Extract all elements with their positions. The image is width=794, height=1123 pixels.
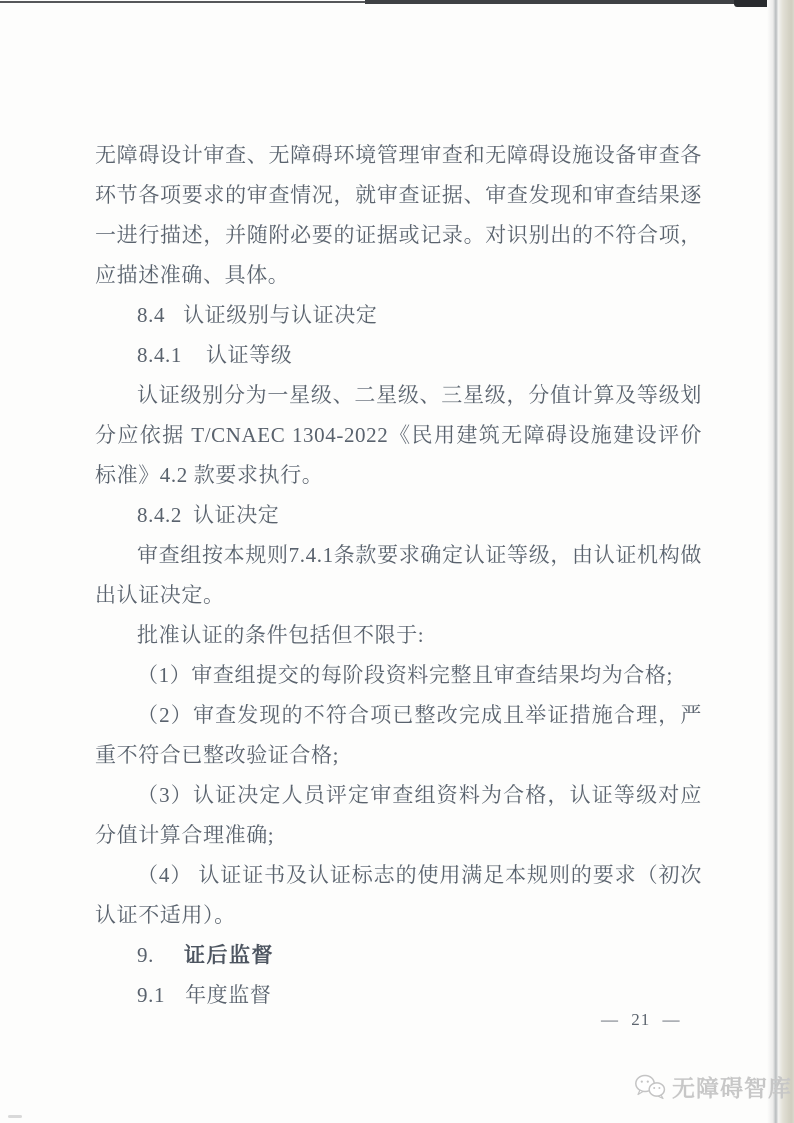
paragraph-condition-3: （3）认证决定人员评定审查组资料为合格，认证等级对应分值计算合理准确;: [95, 783, 702, 847]
watermark-text: 无障碍智库: [672, 1075, 792, 1101]
scan-top-edge-line-thick: [365, 0, 746, 4]
section-number: 8.4: [137, 303, 166, 327]
section-number: 9.1: [137, 983, 166, 1007]
paragraph-certification-decision: 审查组按本规则7.4.1条款要求确定认证等级，由认证机构做出认证决定。: [95, 543, 702, 607]
section-number: 8.4.1: [137, 343, 182, 367]
section-heading-9-1: [95, 975, 702, 1015]
section-heading-9: [95, 935, 702, 975]
paragraph-condition-4: （4） 认证证书及认证标志的使用满足本规则的要求（初次认证不适用）。: [95, 863, 702, 927]
paragraph-audit-description: 无障碍设计审查、无障碍环境管理审查和无障碍设施设备审查各环节各项要求的审查情况，就审查证据、审查发现和审查结果逐一进行描述，并随附必要的证据或记录。对识别出的不符合项，应描述准确、具体。: [95, 143, 702, 287]
section-title: 证后监督: [183, 943, 274, 967]
section-heading-8-4: [95, 295, 702, 335]
page-number: — 21 —: [601, 1010, 681, 1029]
section-title: 认证级别与认证决定: [183, 303, 378, 327]
scan-top-edge-line: [0, 1, 413, 3]
watermark: [634, 1070, 792, 1103]
section-number: 9.: [137, 943, 154, 967]
scan-right-page-edge: [767, 0, 794, 1123]
wechat-icon: [634, 1073, 666, 1100]
section-title: 认证决定: [193, 503, 280, 527]
paragraph-approval-conditions-intro: 批准认证的条件包括但不限于:: [137, 623, 425, 647]
scan-bottom-speck: [8, 1115, 22, 1118]
section-heading-8-4-1: [95, 335, 702, 375]
section-title: 认证等级: [206, 343, 293, 367]
paragraph-condition-2: （2）审查发现的不符合项已整改完成且举证措施合理，严重不符合已整改验证合格;: [95, 703, 702, 767]
document-body: [95, 135, 702, 1015]
section-title: 年度监督: [185, 983, 272, 1007]
paragraph-condition-1: （1）审查组提交的每阶段资料完整且审查结果均为合格;: [137, 663, 673, 687]
paragraph-certification-levels: 认证级别分为一星级、二星级、三星级，分值计算及等级划分应依据 T/CNAEC 1304-2022《民用建筑无障碍设施建设评价标准》4.2 款要求执行。: [95, 383, 702, 487]
section-number: 8.4.2: [137, 503, 182, 527]
section-heading-8-4-2: [95, 495, 702, 535]
